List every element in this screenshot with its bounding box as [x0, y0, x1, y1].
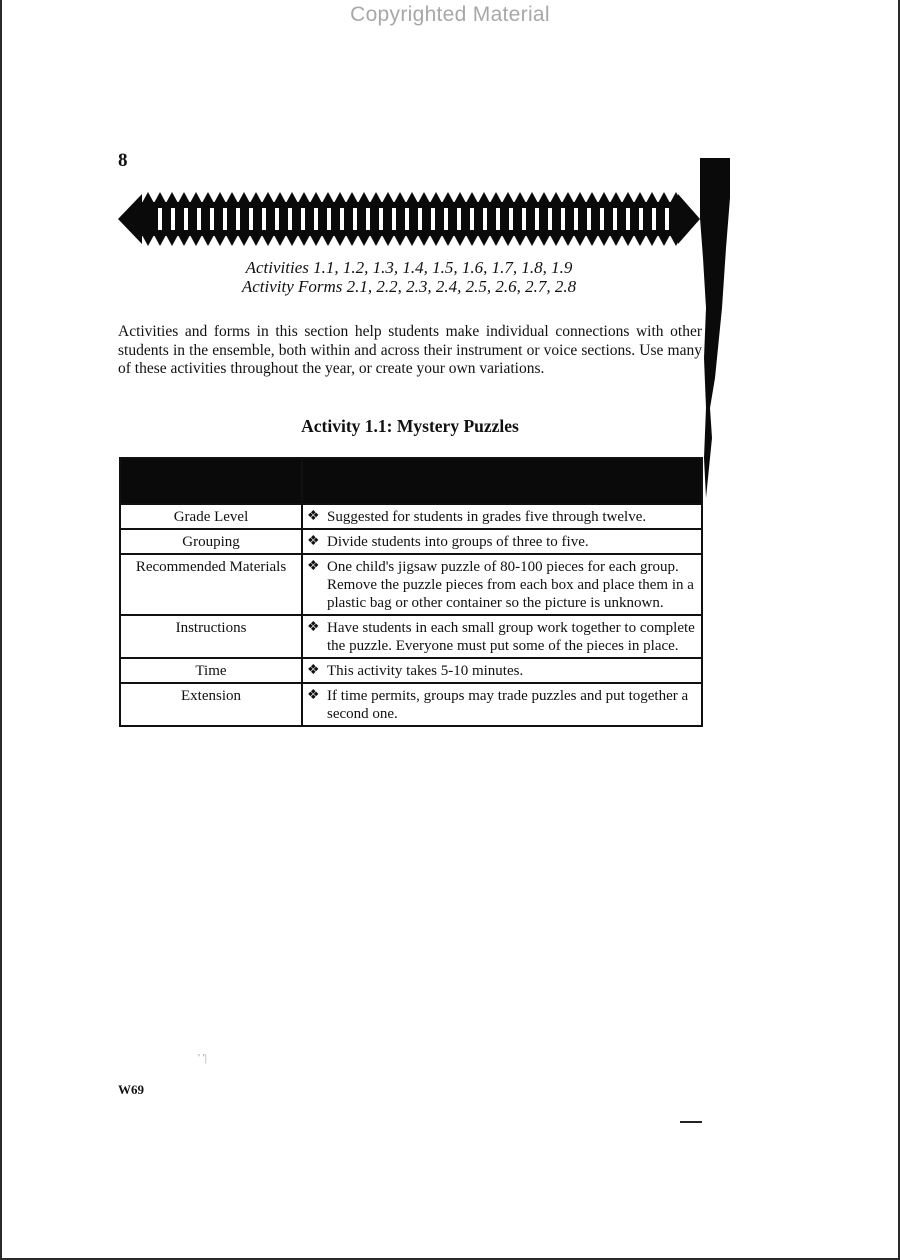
banner-stripe — [639, 208, 643, 230]
diamond-bullet-icon: ❖ — [307, 688, 320, 703]
row-label: Grade Level — [120, 504, 302, 529]
banner-stripe — [405, 208, 409, 230]
banner-zigzag-bottom — [406, 235, 418, 246]
banner-zigzag-bottom — [238, 235, 250, 246]
row-text: Divide students into groups of three to five. — [327, 534, 589, 550]
banner-zigzag-top — [358, 192, 370, 203]
row-label: Instructions — [120, 615, 302, 658]
banner-zigzag-bottom — [502, 235, 514, 246]
banner-stripe — [431, 208, 435, 230]
banner-zigzag-bottom — [250, 235, 262, 246]
banner-zigzag-top — [310, 192, 322, 203]
banner-zigzag-top — [622, 192, 634, 203]
diamond-bullet-icon: ❖ — [307, 663, 320, 678]
banner-zigzag-top — [550, 192, 562, 203]
banner-zigzag-bottom — [466, 235, 478, 246]
banner-stripe — [197, 208, 201, 230]
banner-zigzag-top — [574, 192, 586, 203]
banner-zigzag-bottom — [166, 235, 178, 246]
activity-title: Activity 1.1: Mystery Puzzles — [301, 416, 519, 436]
table-row — [120, 554, 702, 615]
banner-zigzag-bottom — [262, 235, 274, 246]
banner-zigzag-bottom — [442, 235, 454, 246]
table-header-bar — [120, 458, 702, 504]
banner-stripe — [574, 208, 578, 230]
table-row — [120, 529, 702, 554]
banner-stripe — [652, 208, 656, 230]
banner-zigzag-top — [406, 192, 418, 203]
table-row — [120, 615, 702, 658]
banner-zigzag-top — [490, 192, 502, 203]
banner-stripe — [327, 208, 331, 230]
banner-zigzag-top — [190, 192, 202, 203]
banner-stripe — [522, 208, 526, 230]
banner-stripe — [353, 208, 357, 230]
banner-zigzag-bottom — [154, 235, 166, 246]
banner-stripe — [223, 208, 227, 230]
banner-zigzag-bottom — [142, 235, 154, 246]
banner-stripe — [613, 208, 617, 230]
banner-zigzag-top — [382, 192, 394, 203]
banner-zigzag-top — [562, 192, 574, 203]
banner-zigzag-bottom — [382, 235, 394, 246]
banner-zigzag-bottom — [346, 235, 358, 246]
banner-stripe — [262, 208, 266, 230]
banner-stripe — [379, 208, 383, 230]
banner-stripe — [288, 208, 292, 230]
banner-zigzag-bottom — [586, 235, 598, 246]
banner-stripe — [561, 208, 565, 230]
diamond-bullet-icon: ❖ — [307, 534, 320, 549]
banner-zigzag-top — [346, 192, 358, 203]
banner-zigzag-bottom — [310, 235, 322, 246]
banner-zigzag-bottom — [550, 235, 562, 246]
banner-zigzag-bottom — [298, 235, 310, 246]
intro-paragraph: Activities and forms in this section help students make individual connections with other students in the ensemble, both within and across their instrument or voice sections. Use many of these activities throughout the year, or create your own variations. — [118, 323, 702, 377]
page-edge-shadow — [700, 158, 732, 498]
banner-zigzag-top — [538, 192, 550, 203]
diamond-bullet-icon: ❖ — [307, 509, 320, 524]
activities-list: Activities 1.1, 1.2, 1.3, 1.4, 1.5, 1.6, 1.7, 1.8, 1.9 — [245, 258, 573, 277]
banner-zigzag-bottom — [190, 235, 202, 246]
banner-stripe — [184, 208, 188, 230]
banner-zigzag-top — [274, 192, 286, 203]
banner-zigzag-bottom — [622, 235, 634, 246]
banner-zigzag-bottom — [178, 235, 190, 246]
table-row — [120, 504, 702, 529]
banner-stripe — [275, 208, 279, 230]
banner-zigzag-bottom — [370, 235, 382, 246]
banner-zigzag-bottom — [286, 235, 298, 246]
banner-zigzag-top — [634, 192, 646, 203]
copyright-watermark: Copyrighted Material — [350, 3, 550, 26]
banner-zigzag-top — [502, 192, 514, 203]
table-row — [120, 658, 702, 683]
banner-stripe — [470, 208, 474, 230]
banner-zigzag-bottom — [202, 235, 214, 246]
banner-stripe — [314, 208, 318, 230]
banner-zigzag-bottom — [430, 235, 442, 246]
banner-zigzag-bottom — [562, 235, 574, 246]
banner-stripe — [210, 208, 214, 230]
banner-zigzag-top — [478, 192, 490, 203]
banner-zigzag-bottom — [646, 235, 658, 246]
footer-code: W69 — [118, 1082, 144, 1097]
banner-zigzag-bottom — [394, 235, 406, 246]
page-border-left — [0, 0, 2, 1260]
banner-zigzag-top — [610, 192, 622, 203]
banner-zigzag-bottom — [418, 235, 430, 246]
activity-forms-list: Activity Forms 2.1, 2.2, 2.3, 2.4, 2.5, 2.6, 2.7, 2.8 — [241, 277, 577, 296]
banner-stripe — [418, 208, 422, 230]
banner-stripe — [366, 208, 370, 230]
banner-zigzag-bottom — [226, 235, 238, 246]
banner-stripe — [626, 208, 630, 230]
banner-zigzag-top — [442, 192, 454, 203]
banner-stripe — [444, 208, 448, 230]
banner-zigzag-top — [526, 192, 538, 203]
banner-zigzag-bottom — [490, 235, 502, 246]
diamond-bullet-icon: ❖ — [307, 559, 320, 574]
banner-stripe — [249, 208, 253, 230]
banner-zigzag-top — [202, 192, 214, 203]
banner-zigzag-top — [466, 192, 478, 203]
banner-zigzag-bottom — [214, 235, 226, 246]
banner-zigzag-top — [154, 192, 166, 203]
banner-stripe — [535, 208, 539, 230]
banner-zigzag-top — [238, 192, 250, 203]
banner-zigzag-bottom — [598, 235, 610, 246]
banner-zigzag-bottom — [478, 235, 490, 246]
row-text: One child's jigsaw puzzle of 80-100 pieces for each group. Remove the puzzle pieces from each box and place them in a plastic bag or other container so the picture is unknown. — [327, 559, 694, 611]
banner-zigzag-bottom — [358, 235, 370, 246]
banner-stripe — [665, 208, 669, 230]
banner-stripe — [457, 208, 461, 230]
activity-table — [119, 457, 703, 727]
banner-zigzag-top — [514, 192, 526, 203]
banner-zigzag-top — [298, 192, 310, 203]
banner-stripe — [483, 208, 487, 230]
table-row — [120, 683, 702, 726]
row-text: If time permits, groups may trade puzzles and put together a second one. — [327, 688, 689, 722]
banner-zigzag-bottom — [526, 235, 538, 246]
banner-zigzag-top — [454, 192, 466, 203]
banner-stripe — [158, 208, 162, 230]
banner-zigzag-bottom — [274, 235, 286, 246]
banner-zigzag-top — [430, 192, 442, 203]
banner-zigzag-top — [214, 192, 226, 203]
banner-zigzag-top — [370, 192, 382, 203]
banner-zigzag-bottom — [610, 235, 622, 246]
banner-zigzag-bottom — [538, 235, 550, 246]
banner-stripe — [392, 208, 396, 230]
row-text: Have students in each small group work together to complete the puzzle. Everyone must put some of the pieces in place. — [327, 620, 695, 654]
banner-stripe — [600, 208, 604, 230]
banner-zigzag-top — [250, 192, 262, 203]
banner-stripe — [548, 208, 552, 230]
row-label: Recommended Materials — [120, 554, 302, 615]
banner-stripe — [340, 208, 344, 230]
banner-zigzag-top — [178, 192, 190, 203]
banner-zigzag-bottom — [574, 235, 586, 246]
row-label: Grouping — [120, 529, 302, 554]
banner-stripe — [301, 208, 305, 230]
banner-zigzag-top — [322, 192, 334, 203]
banner-stripe — [236, 208, 240, 230]
stray-dash — [680, 1121, 702, 1123]
banner-zigzag-top — [418, 192, 430, 203]
banner-zigzag-top — [394, 192, 406, 203]
banner-stripe — [171, 208, 175, 230]
banner-zigzag-bottom — [514, 235, 526, 246]
banner-zigzag-top — [262, 192, 274, 203]
banner-zigzag-top — [142, 192, 154, 203]
banner-zigzag-bottom — [454, 235, 466, 246]
stray-mark: ' '| — [198, 1052, 207, 1064]
banner-stripe — [496, 208, 500, 230]
banner-zigzag-top — [166, 192, 178, 203]
diamond-bullet-icon: ❖ — [307, 620, 320, 635]
row-label: Extension — [120, 683, 302, 726]
page-number: 8 — [118, 150, 128, 171]
banner-zigzag-top — [646, 192, 658, 203]
decorative-banner — [118, 188, 700, 252]
banner-zigzag-bottom — [658, 235, 670, 246]
banner-zigzag-bottom — [634, 235, 646, 246]
banner-zigzag-top — [286, 192, 298, 203]
banner-stripe — [587, 208, 591, 230]
banner-zigzag-top — [658, 192, 670, 203]
banner-zigzag-top — [598, 192, 610, 203]
row-label: Time — [120, 658, 302, 683]
row-text: This activity takes 5-10 minutes. — [327, 663, 524, 679]
banner-zigzag-top — [334, 192, 346, 203]
banner-zigzag-bottom — [322, 235, 334, 246]
banner-stripe — [509, 208, 513, 230]
row-text: Suggested for students in grades five through twelve. — [327, 509, 647, 525]
banner-zigzag-top — [226, 192, 238, 203]
banner-zigzag-top — [586, 192, 598, 203]
banner-zigzag-bottom — [334, 235, 346, 246]
